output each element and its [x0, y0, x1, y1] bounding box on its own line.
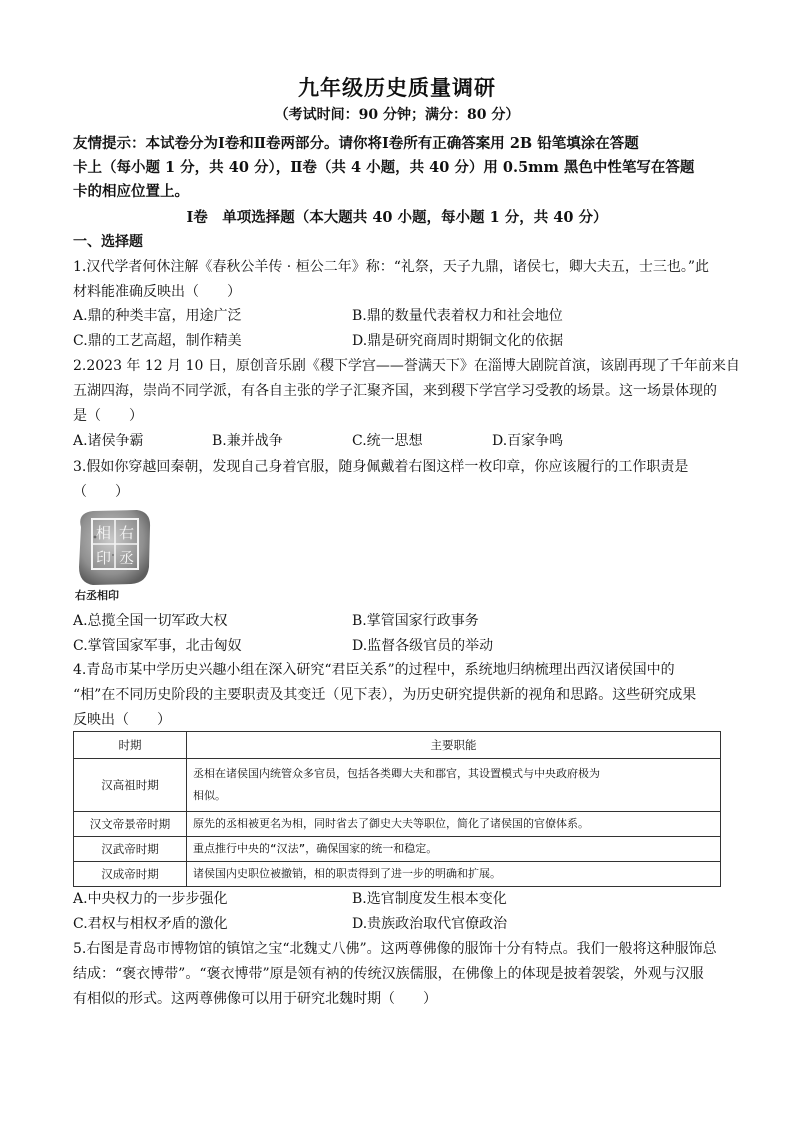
table-cell-period: 汉高祖时期 [74, 759, 187, 812]
table-cell-period: 汉文帝景帝时期 [74, 812, 187, 837]
question-3-option-d: D.监督各级官员的举动 [352, 638, 494, 654]
question-5-stem: 5.右图是青岛市博物馆的镇馆之宝“北魏丈八佛”。这两尊佛像的服饰十分有特点。我们一般将这种服饰总 [73, 941, 717, 957]
question-4-option-d: D.贵族政治取代官僚政治 [352, 916, 508, 932]
friendly-tip [73, 132, 723, 204]
question-3-option-a: A.总揽全国一切军政大权 [73, 613, 228, 629]
seal-caption: 右丞相印 [75, 589, 119, 602]
table-cell-duty: 重点推行中央的“汉法”，确保国家的统一和稳定。 [187, 837, 721, 862]
duty-line: 丞相在诸侯国内统管众多官员，包括各类卿大夫和郡官，其设置模式与中央政府极为 [193, 767, 600, 780]
question-1-option-d: D.鼎是研究商周时期铜文化的依据 [352, 333, 564, 349]
question-4-stem: 4.青岛市某中学历史兴趣小组在深入研究“君臣关系”的过程中，系统地归纳梳理出西汉诸侯国中的 [73, 662, 675, 678]
tip-line: 卡的相应位置上。 [73, 183, 189, 200]
question-1-option-b: B.鼎的数量代表着权力和社会地位 [352, 308, 563, 324]
section-heading: Ⅰ卷 单项选择题（本大题共 40 小题，每小题 1 分，共 40 分） [186, 209, 608, 226]
question-3-stem: 3.假如你穿越回秦朝，发现自己身着官服，随身佩戴着右图这样一枚印章，你应该履行的工作职责是 [73, 459, 689, 475]
table-header-duty: 主要职能 [187, 732, 721, 759]
question-1-stem: 1.汉代学者何休注解《春秋公羊传 · 桓公二年》称：“礼祭，天子九鼎，诸侯七，卿大夫五，士三也。”此 [73, 259, 710, 275]
seal-image [73, 507, 153, 602]
official-duties-table [73, 731, 721, 887]
question-2-stem: 五湖四海，崇尚不同学派，有各自主张的学子汇聚齐国，来到稷下学宫学习受教的场景。这一场景体现的 [73, 383, 717, 399]
question-4-stem: 反映出（ ） [73, 712, 171, 728]
question-4-option-b: B.选官制度发生根本变化 [352, 891, 507, 907]
table-cell-period: 汉成帝时期 [74, 862, 187, 887]
table-row [74, 862, 721, 887]
question-2-option-b: B.兼并战争 [212, 433, 283, 449]
table-row [74, 812, 721, 837]
seal-char: 相 [95, 524, 112, 542]
question-1-stem: 材料能准确反映出（ ） [73, 284, 241, 300]
question-3-stem: （ ） [73, 484, 129, 500]
seal-char: 右 [118, 524, 135, 542]
question-2-stem: 是（ ） [73, 408, 143, 424]
question-4-stem: “相”在不同历史阶段的主要职责及其变迁（见下表），为历史研究提供新的视角和思路。这些研究成果 [73, 687, 697, 703]
question-3-option-c: C.掌管国家军事，北击匈奴 [73, 638, 242, 654]
question-5-stem: 有相似的形式。这两尊佛像可以用于研究北魏时期（ ） [73, 991, 437, 1007]
question-2-option-a: A.诸侯争霸 [73, 433, 144, 449]
question-2-stem: 2.2023 年 12 月 10 日，原创音乐剧《稷下学宫——誉满天下》在淄博大剧院首演，该剧再现了千年前来自 [73, 358, 740, 374]
seal-stone-icon [73, 507, 153, 602]
table-cell-duty: 原先的丞相被更名为相，同时省去了御史大夫等职位，简化了诸侯国的官僚体系。 [187, 812, 721, 837]
seal-char: 丞 [118, 549, 135, 567]
seal-char: 印 [95, 549, 112, 567]
table-header-row [74, 732, 721, 759]
question-3-option-b: B.掌管国家行政事务 [352, 613, 479, 629]
page-title: 九年级历史质量调研 [298, 75, 496, 100]
question-4-option-a: A.中央权力的一步步强化 [73, 891, 228, 907]
tip-line: 卡上（每小题 1 分，共 40 分），Ⅱ卷（共 4 小题，共 40 分）用 0.5mm 黑色中性笔写在答题 [73, 159, 695, 176]
question-2-option-d: D.百家争鸣 [492, 433, 564, 449]
question-5-stem: 结成：“褒衣博带”。“褒衣博带”原是领有衲的传统汉族儒服，在佛像上的体现是披着袈裟，外观与汉服 [73, 966, 704, 982]
part-heading: 一、选择题 [73, 234, 143, 250]
table-cell-period: 汉武帝时期 [74, 837, 187, 862]
duty-line: 相似。 [193, 789, 226, 802]
table-row [74, 837, 721, 862]
table-row [74, 759, 721, 812]
question-2-option-c: C.统一思想 [352, 433, 423, 449]
question-4-option-c: C.君权与相权矛盾的激化 [73, 916, 228, 932]
exam-info: （考试时间：90 分钟；满分：80 分） [274, 107, 520, 123]
table-cell-duty: 诸侯国内史职位被撤销，相的职责得到了进一步的明确和扩展。 [187, 862, 721, 887]
table-header-period: 时期 [74, 732, 187, 759]
tip-line: 友情提示：本试卷分为Ⅰ卷和Ⅱ卷两部分。请你将Ⅰ卷所有正确答案用 2B 铅笔填涂在答题 [73, 135, 639, 152]
question-1-option-c: C.鼎的工艺高超，制作精美 [73, 333, 242, 349]
question-1-option-a: A.鼎的种类丰富，用途广泛 [73, 308, 242, 324]
table-cell-duty [187, 759, 721, 812]
